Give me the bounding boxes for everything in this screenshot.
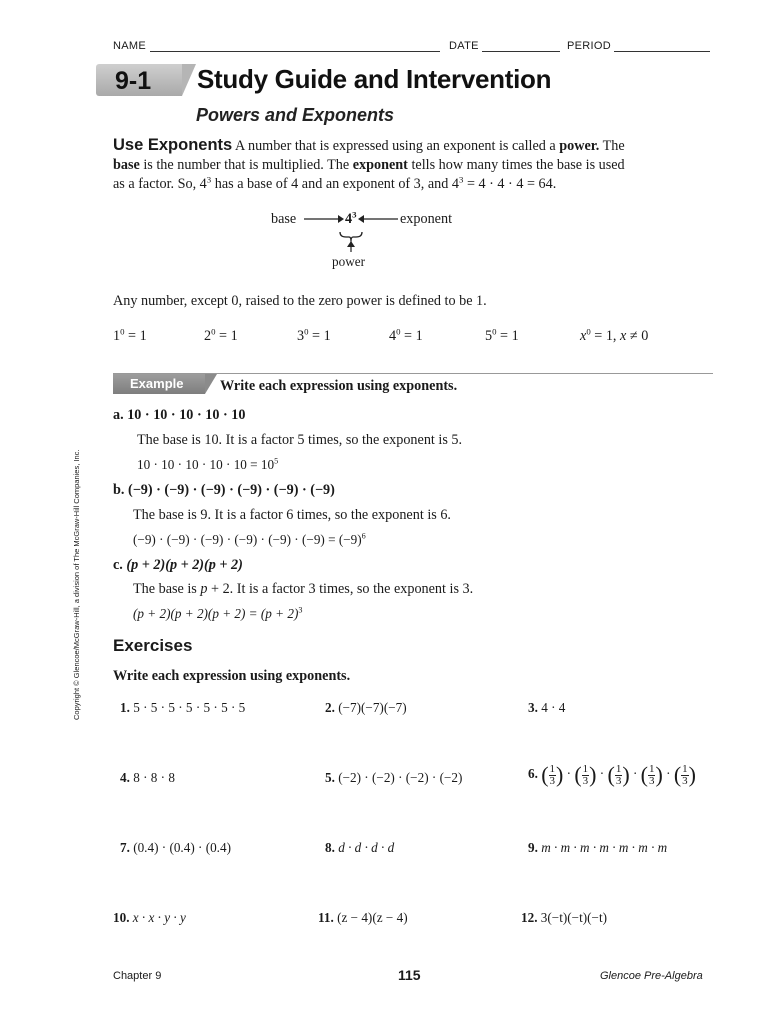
term-base: base [113,157,140,173]
zero-example-4: $4^0 = 1$ [389,326,423,344]
copyright-notice: Copyright © Glencoe/McGraw-Hill, a division of The McGraw-Hill Companies, Inc. [72,449,81,720]
exercise-11[interactable]: 11. (z − 4)(z − 4) [318,910,408,925]
example-b-explanation: The base is 9. It is a factor 6 times, so the exponent is 6. [133,507,451,523]
date-line[interactable] [482,51,560,52]
intro-text-4: tells how many times the base is used [407,157,625,173]
intro-sup-2: 3 [459,174,464,185]
zero-example-6: $x^0 = 1$, x ≠ 0 [580,326,649,344]
example-c [113,557,243,574]
footer-page-number: 115 [398,967,421,983]
exercise-6[interactable]: 6. ( $\frac{1}{3}$ ) · ( $\frac{1}{3}$ ) · ( $\frac{1}{3}$ ) · ( $\frac{1}{3}$ ) · ( $\frac{1}{3}$ ) [528,762,696,787]
intro-sup-1: 3 [206,174,212,185]
diagram-expression [345,211,357,228]
exercise-10[interactable]: 10. x · x · y · y [113,910,186,925]
section-heading-use-exponents: Use Exponents [113,136,233,154]
exercises-instruction: Write each expression using exponents. [113,668,351,684]
example-a [113,407,245,424]
diagram-expr-exp: 3 [352,209,357,220]
exercise-9[interactable]: 9. m · m · m · m · m · m · m [528,840,668,855]
exercise-1[interactable]: 1. 5 · 5 · 5 · 5 · 5 · 5 · 5 [120,700,246,715]
exercise-5[interactable]: 5. (−2) · (−2) · (−2) · (−2) [325,770,463,785]
intro-paragraph [113,136,713,194]
period-line[interactable] [614,51,710,52]
example-instruction: Write each expression using exponents. [220,378,458,394]
diagram-power-label: power [332,254,365,269]
example-a-result-text: 10 · 10 · 10 · 10 · 10 = 10 [137,457,275,472]
example-c-result-exp: 3 [298,605,303,615]
arrow-left-icon [358,212,398,226]
example-b-result [133,532,366,548]
diagram-expr-base: 4 [345,211,353,227]
example-b-result-text: (−9) · (−9) · (−9) · (−9) · (−9) · (−9) = (−9) [133,532,362,547]
page-subtitle: Powers and Exponents [196,105,395,125]
footer-book-title: Glencoe Pre-Algebra [600,970,703,982]
example-b-result-exp: 6 [361,531,366,541]
zero-power-statement: Any number, except 0, raised to the zero power is defined to be 1. [113,293,487,309]
intro-text-6: has a base of 4 and an exponent of 3, and 4 [211,176,459,192]
name-label: NAME [113,40,146,52]
footer-chapter: Chapter 9 [113,970,162,982]
intro-text-7: = 4 · 4 · 4 = 64. [463,176,557,192]
example-c-result-text: (p + 2)(p + 2)(p + 2) = (p + 2) [133,606,299,621]
example-c-result [133,606,302,622]
example-b-label: b. [113,482,125,498]
example-a-result-exp: 5 [274,456,279,466]
name-line[interactable] [150,51,440,52]
exercise-2[interactable]: 2. (−7)(−7)(−7) [325,700,407,715]
brace-arrow-icon [338,230,364,254]
example-c-explanation: The base is p + 2. It is a factor 3 times, so the exponent is 3. [133,581,474,597]
term-exponent: exponent [352,157,408,173]
intro-text-1: A number that is expressed using an exponent is called a [234,138,560,154]
example-b [113,482,335,499]
diagram-base-label: base [271,211,297,227]
page-title: Study Guide and Intervention [197,64,552,94]
zero-example-2: $2^0 = 1$ [204,326,238,344]
example-a-result [137,457,278,473]
exercise-4[interactable]: 4. 8 · 8 · 8 [120,770,175,785]
example-a-explanation: The base is 10. It is a factor 5 times, so the exponent is 5. [137,432,463,448]
zero-example-1: $1^0 = 1$ [113,326,147,344]
arrow-right-icon [304,212,344,226]
exercise-3[interactable]: 3. 4 · 4 [528,700,566,715]
example-tab-label: Example [130,376,184,391]
term-power: power. [559,138,600,154]
lesson-number: 9-1 [115,67,152,95]
diagram-exponent-label: exponent [400,211,453,227]
example-c-expression: (p + 2)(p + 2)(p + 2) [126,557,243,573]
intro-text-2: The [599,138,625,154]
zero-example-3: $3^0 = 1$ [297,326,331,344]
intro-text-5: as a factor. So, 4 [113,176,207,192]
example-b-expression: (−9) · (−9) · (−9) · (−9) · (−9) · (−9) [127,482,335,498]
exercises-heading: Exercises [113,636,193,655]
example-a-label: a. [113,407,124,423]
zero-example-5: $5^0 = 1$ [485,326,519,344]
example-a-expression: 10 · 10 · 10 · 10 · 10 [127,407,246,423]
exercise-8[interactable]: 8. d · d · d · d [325,840,395,855]
exercise-7[interactable]: 7. (0.4) · (0.4) · (0.4) [120,840,231,855]
period-label: PERIOD [567,40,611,52]
intro-text-3: is the number that is multiplied. The [139,157,353,173]
date-label: DATE [449,40,479,52]
example-c-label: c. [113,557,123,573]
exercise-12[interactable]: 12. 3(−t)(−t)(−t) [521,910,608,925]
